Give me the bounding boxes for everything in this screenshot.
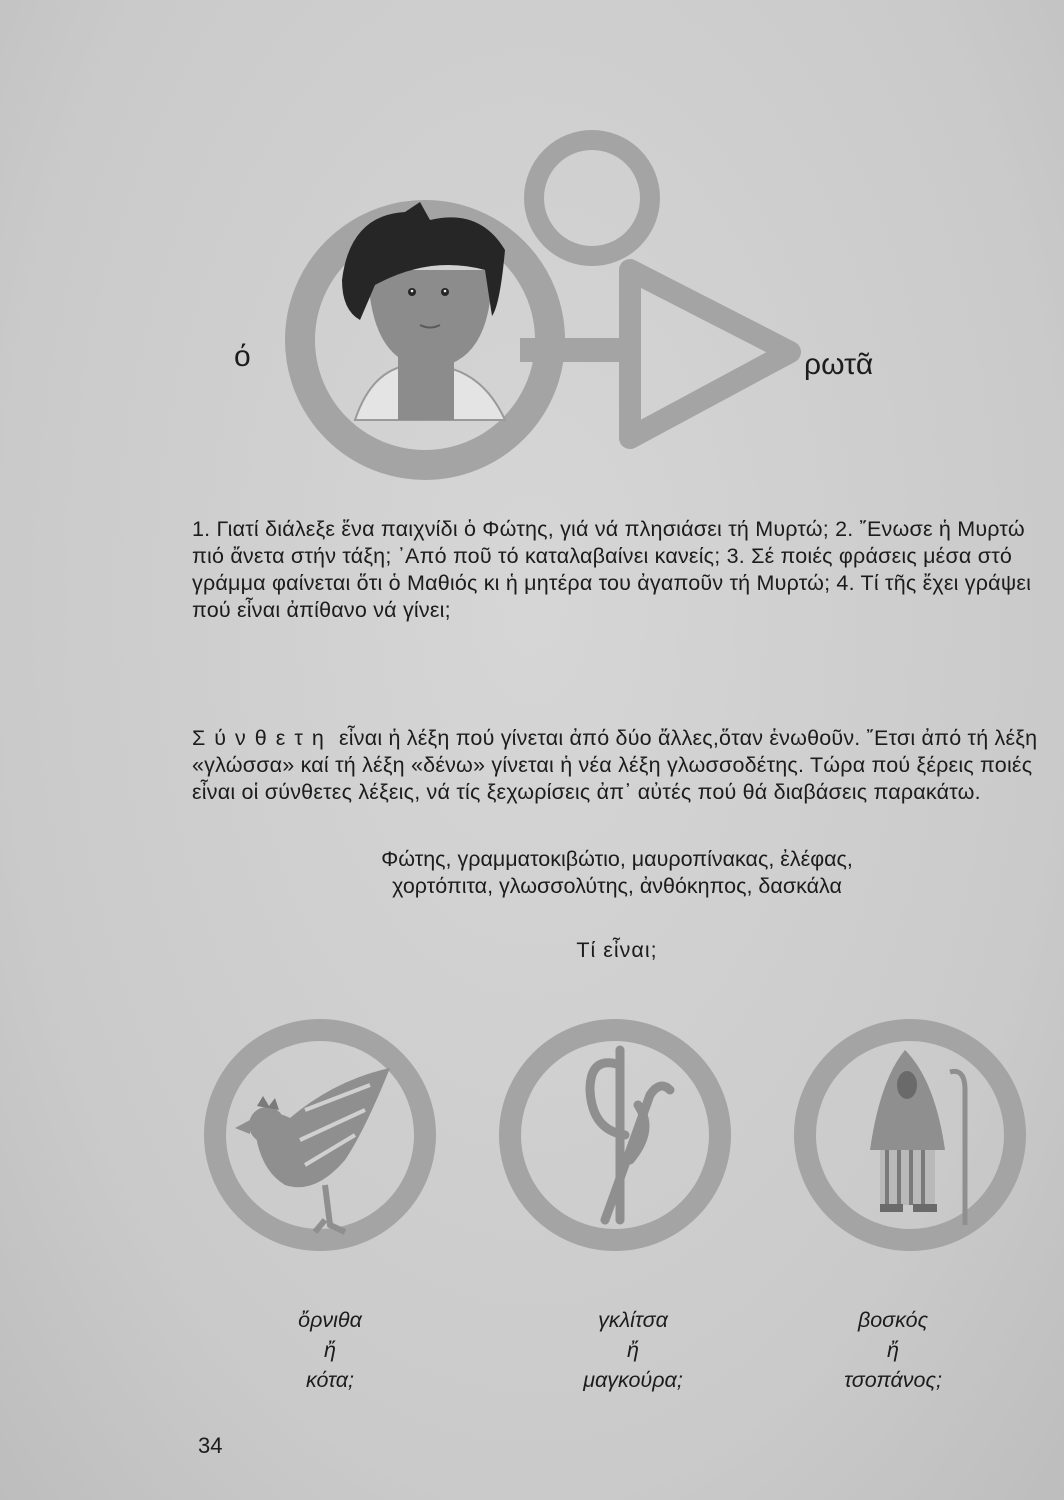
caption-shepherd (793, 1305, 993, 1395)
boy-question-illustration (280, 120, 820, 480)
caption-shepherd-or: ἤ (887, 1338, 899, 1362)
boy-face-icon (342, 202, 505, 420)
caption-hen (230, 1305, 430, 1395)
questions-paragraph: 1. Γιατί διάλεξε ἕνα παιχνίδι ὁ Φώτης, γιά νά πλησιάσει τή Μυρτώ; 2. ῎Ενωσε ἡ Μυρτώ πιό ἄνετα στήν τάξη; ᾿Από ποῦ τό καταλαβαίνει κανείς; 3. Σέ ποιές φράσεις μέσα στό γράμμα φαίνεται ὅτι ὁ Μαθιός κι ἡ μητέρα του ἀγαποῦν τή Μυρτώ; 4. Τί τῆς ἔχει γράψει πού εἶναι ἀπίθανο νά γίνει; (192, 517, 1032, 622)
caption-hen-or: ἤ (324, 1338, 336, 1362)
caption-crook (533, 1305, 733, 1395)
what-is-heading: Τί εἶναι; (576, 938, 658, 962)
triangle-arrow-icon (630, 270, 790, 438)
shepherd-icon (870, 1050, 965, 1225)
small-ring-icon (534, 140, 650, 256)
verb-word: ρωτᾶ (804, 348, 874, 381)
caption-shepherd-word: βοσκός (857, 1308, 929, 1332)
caption-hen-word: ὄρνιθα (298, 1308, 362, 1332)
caption-hen-alt: κότα; (306, 1368, 354, 1392)
word-list-line-1: Φώτης, γραμματοκιβώτιο, μαυροπίνακας, ἐλέφας, (381, 847, 853, 871)
grammar-term: Σύνθετη (192, 726, 333, 750)
crook-picture (490, 1010, 740, 1260)
article-word: ό (234, 340, 251, 373)
caption-shepherd-alt: τσοπάνος; (844, 1368, 942, 1392)
shepherd-crook-icon (590, 1050, 670, 1220)
caption-crook-or: ἤ (627, 1338, 639, 1362)
hen-picture (195, 1010, 445, 1260)
word-list-line-2: χορτόπιτα, γλωσσολύτης, ἀνθόκηπος, δασκάλα (392, 874, 842, 898)
page-number: 34 (198, 1433, 223, 1458)
grammar-text: εἶναι ἡ λέξη πού γίνεται ἀπό δύο ἄλλες,ὅταν ἑνωθοῦν. ῎Ετσι ἀπό τή λέξη «γλώσσα» καί τή λέξη «δένω» γίνεται ἡ νέα λέξη γλωσσοδέτης. Τώρα πού ξέρεις ποιές εἶναι οἱ σύνθετες λέξεις, νά τίς ξεχωρίσεις ἀπ᾿ αὐτές πού θά διαβάσεις παρακάτω. (192, 726, 1038, 804)
caption-crook-word: γκλίτσα (598, 1308, 668, 1332)
shepherd-picture (785, 1010, 1035, 1260)
caption-crook-alt: μαγκούρα; (583, 1368, 683, 1392)
grammar-paragraph (192, 725, 1042, 840)
